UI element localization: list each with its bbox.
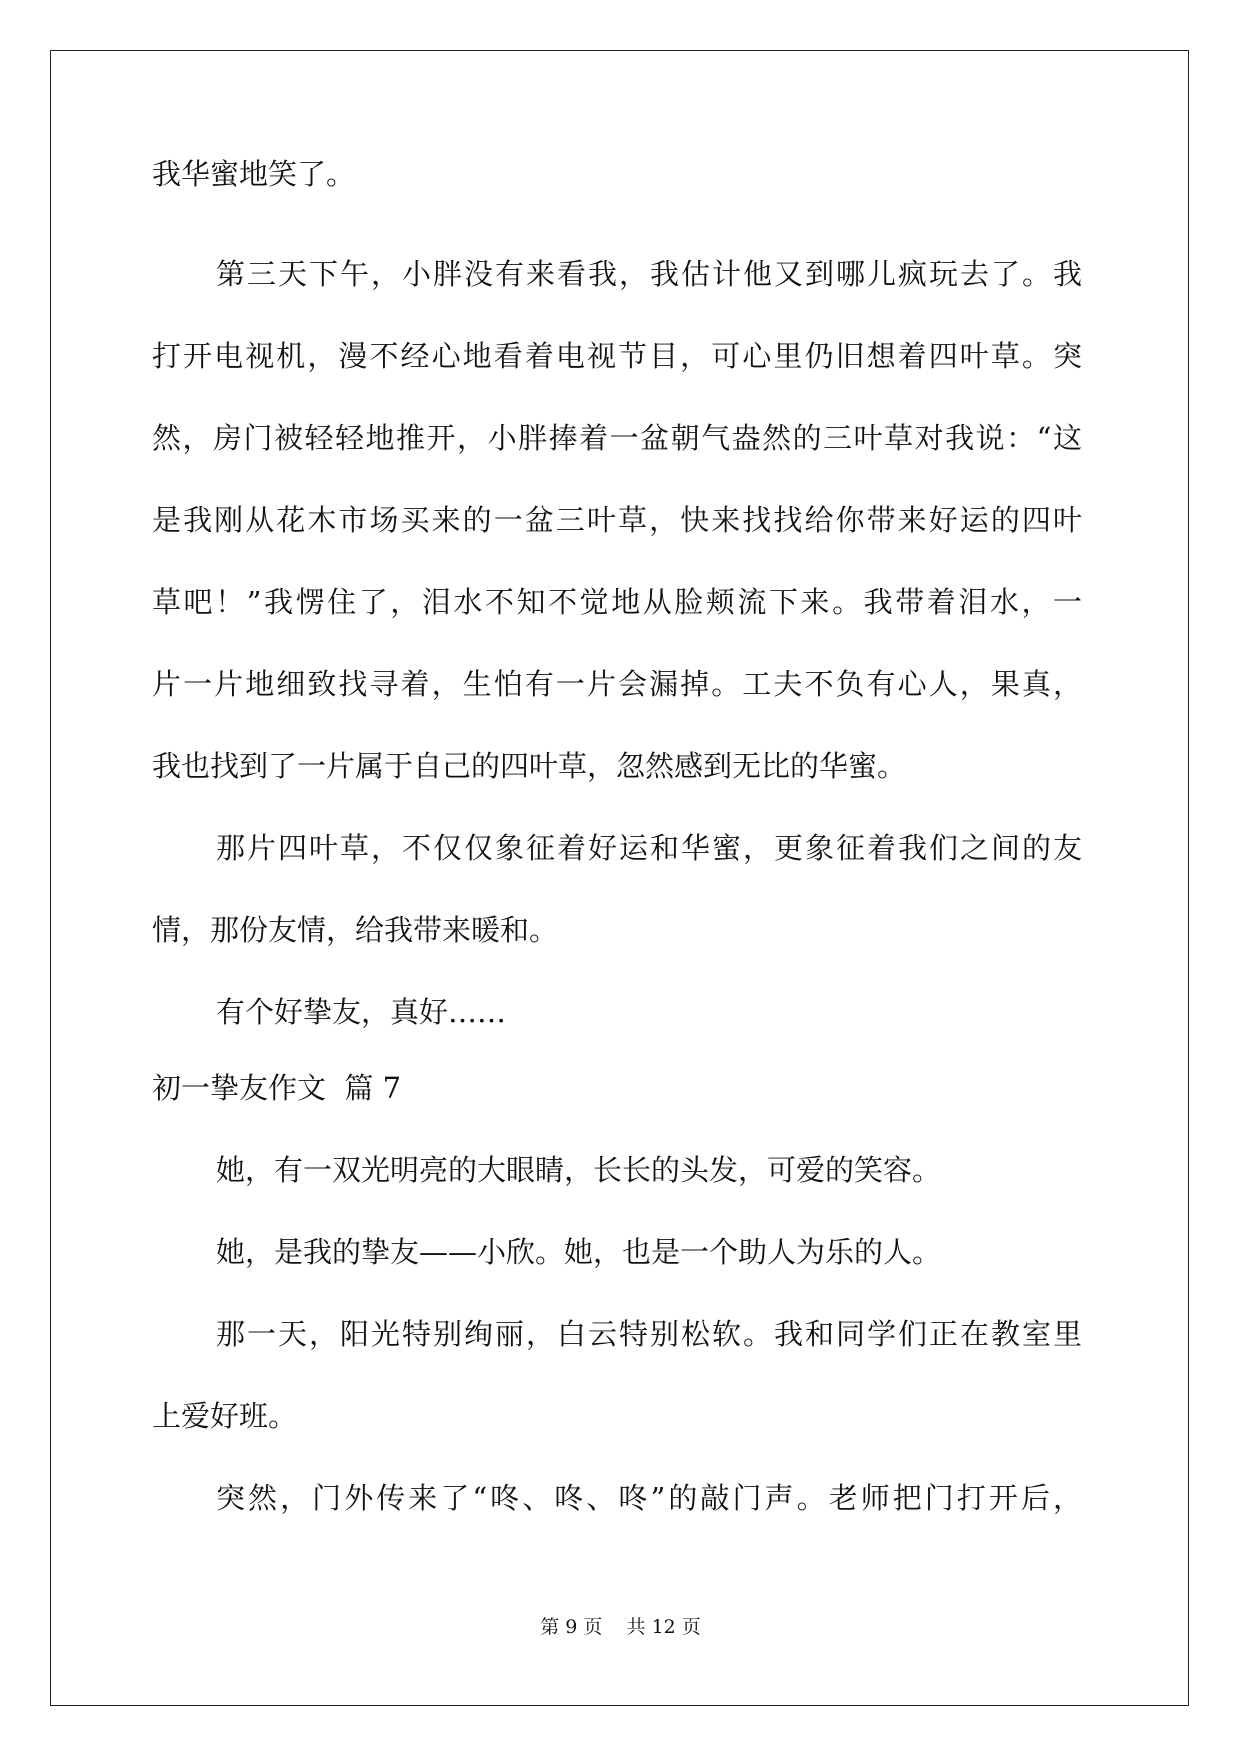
text-line: 上爱好班。 bbox=[152, 1399, 298, 1433]
text-line: 突然，门外传来了“咚、咚、咚”的敲门声。老师把门打开后， bbox=[216, 1481, 1082, 1515]
text-line: 有个好挚友，真好…… bbox=[216, 995, 507, 1029]
text-line: 打开电视机，漫不经心地看着电视节目，可心里仍旧想着四叶草。突 bbox=[152, 339, 1082, 373]
text-line: 然，房门被轻轻地推开，小胖捧着一盆朝气盎然的三叶草对我说：“这 bbox=[152, 421, 1082, 455]
text-line: 那一天，阳光特别绚丽，白云特别松软。我和同学们正在教室里 bbox=[216, 1317, 1082, 1351]
text-line: 她，是我的挚友——小欣。她，也是一个助人为乐的人。 bbox=[216, 1235, 942, 1269]
page-number-footer: 第 9 页 共 12 页 bbox=[540, 1616, 701, 1638]
section-heading: 初一挚友作文 篇 7 bbox=[152, 1071, 402, 1105]
text-line: 草吧！”我愣住了，泪水不知不觉地从脸颊流下来。我带着泪水，一 bbox=[152, 585, 1082, 619]
text-line: 那片四叶草，不仅仅象征着好运和华蜜，更象征着我们之间的友 bbox=[216, 831, 1082, 865]
text-line: 是我刚从花木市场买来的一盆三叶草，快来找找给你带来好运的四叶 bbox=[152, 503, 1082, 537]
text-line: 她，有一双光明亮的大眼睛，长长的头发，可爱的笑容。 bbox=[216, 1153, 942, 1187]
text-line: 情，那份友情，给我带来暖和。 bbox=[152, 913, 559, 947]
text-line: 片一片地细致找寻着，生怕有一片会漏掉。工夫不负有心人，果真， bbox=[152, 667, 1082, 701]
page-border bbox=[50, 50, 1189, 1706]
text-line: 我华蜜地笑了。 bbox=[152, 157, 356, 191]
text-line: 第三天下午，小胖没有来看我，我估计他又到哪儿疯玩去了。我 bbox=[216, 257, 1082, 291]
text-line: 我也找到了一片属于自己的四叶草，忽然感到无比的华蜜。 bbox=[152, 749, 907, 783]
